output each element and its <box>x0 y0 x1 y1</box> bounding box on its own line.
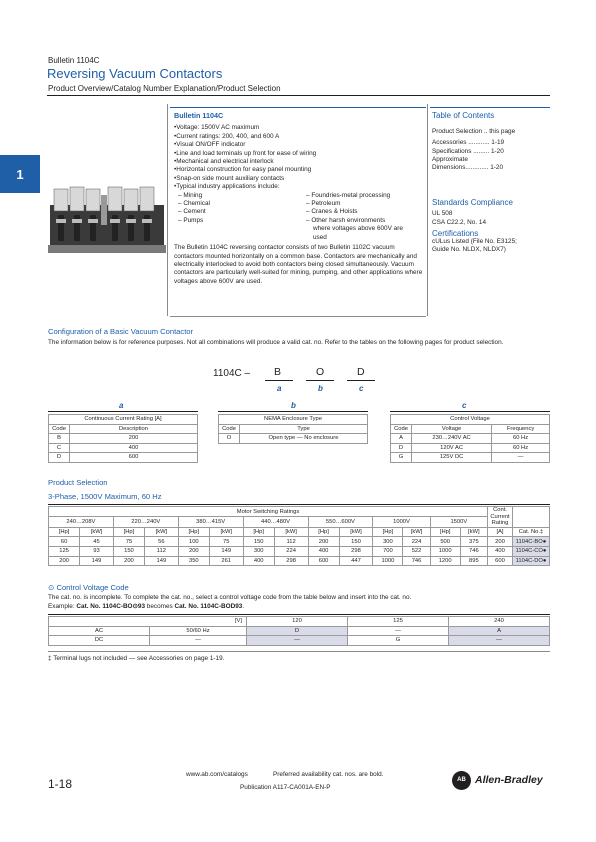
cell: A <box>391 434 412 444</box>
toc-item[interactable]: Dimensions............. 1-20 <box>432 164 504 172</box>
voltage-group-header: 550…600V <box>308 517 373 527</box>
application-item: – Cement <box>178 208 206 216</box>
catalog-prefix: 1104C – <box>213 368 251 379</box>
column-header: Code <box>49 424 70 434</box>
toc-item[interactable]: Specifications ......... 1-20 <box>432 147 504 155</box>
cvc-text: The cat. no. is incomplete. To complete the cat. no., select a control voltage code from the table below and insert into the cat. no. <box>48 594 412 601</box>
example-prefix: Example: <box>48 603 77 610</box>
cell: O <box>219 434 240 444</box>
table-row <box>391 453 550 463</box>
unit-header: [A] <box>488 527 513 537</box>
cell: 400 <box>70 443 198 453</box>
voltage-group-header: 1000V <box>373 517 430 527</box>
example-end: . <box>242 603 245 610</box>
cell: 50/60 Hz <box>150 626 247 636</box>
table-row <box>49 546 550 556</box>
cell: 400 <box>243 556 274 566</box>
config-heading: Configuration of a Basic Vacuum Contactor <box>48 327 194 336</box>
catalog-number: 1104C-DO● <box>513 556 550 566</box>
cell: 746 <box>403 556 430 566</box>
toc-item[interactable]: Product Selection .. this page <box>432 128 516 136</box>
table-row <box>49 556 550 566</box>
unit-header: [Hp] <box>49 527 80 537</box>
cell: B <box>49 434 70 444</box>
cell: 125V DC <box>412 453 492 463</box>
application-item: where voltages above 600V are <box>313 225 403 233</box>
product-table-rule <box>48 504 550 505</box>
bullet-item: • Voltage: 1500V AC maximum <box>174 124 424 132</box>
cell: 150 <box>243 537 274 547</box>
standard-item: UL 508 <box>432 210 453 218</box>
overview-bullets <box>174 124 424 191</box>
cell: 375 <box>460 537 487 547</box>
toc-top-rule <box>430 107 550 108</box>
catalog-number: 1104C-BO● <box>513 537 550 547</box>
bullet-item: • Mechanical and electrical interlock <box>174 158 424 166</box>
unit-header: [Hp] <box>113 527 144 537</box>
cell: 600 <box>488 556 513 566</box>
cell: 1000 <box>430 546 460 556</box>
cell: A <box>449 626 550 636</box>
overview-bottom-rule <box>170 316 426 317</box>
cell: 350 <box>178 556 209 566</box>
cell: 200 <box>308 537 339 547</box>
cvc-heading: ⊙ Control Voltage Code <box>48 583 129 592</box>
cell: 700 <box>373 546 403 556</box>
table-title: Control Voltage <box>391 415 550 425</box>
catalog-letter-a: a <box>277 384 282 393</box>
cell: 522 <box>403 546 430 556</box>
cell: D <box>49 453 70 463</box>
overview-top-rule <box>170 107 426 108</box>
toc-item[interactable]: Approximate <box>432 155 468 163</box>
cell: 600 <box>308 556 339 566</box>
unit-header: [kW] <box>274 527 308 537</box>
config-intro: The information below is for reference purposes. Not all combinations will produce a valid cat. no. Refer to the tables on the following pages for product selection. <box>48 339 504 346</box>
header-rule <box>47 95 550 96</box>
column-header: 120 <box>247 617 348 627</box>
group-title: Motor Switching Ratings <box>49 507 488 517</box>
cell: 60 Hz <box>492 443 550 453</box>
cell: 1200 <box>430 556 460 566</box>
application-item: – Petroleum <box>306 200 341 208</box>
catalog-part-b: O <box>316 366 325 378</box>
column-header: Code <box>219 424 240 434</box>
cell: 895 <box>460 556 487 566</box>
cert-item: cULus Listed (File No. E3125; <box>432 238 517 246</box>
example-before: Cat. No. 1104C-BO⊙93 <box>76 603 145 610</box>
applications-list <box>174 192 424 242</box>
bullet-item: • Typical industry applications include: <box>174 183 424 191</box>
cell: 200 <box>113 556 144 566</box>
table-b-letter: b <box>291 401 296 410</box>
unit-header: [Hp] <box>243 527 274 537</box>
cell: 93 <box>80 546 114 556</box>
column-header: Code <box>391 424 412 434</box>
column-header: 125 <box>348 617 449 627</box>
table-c-rule <box>390 411 550 412</box>
voltage-group-header: 1500V <box>430 517 487 527</box>
cell: D <box>247 626 348 636</box>
cell: 1000 <box>373 556 403 566</box>
unit-header: [Hp] <box>178 527 209 537</box>
cell: 200 <box>178 546 209 556</box>
cell: 746 <box>460 546 487 556</box>
voltage-group-header: 440…480V <box>243 517 308 527</box>
control-voltage-table <box>390 414 550 463</box>
cell: 400 <box>308 546 339 556</box>
unit-header: [Hp] <box>430 527 460 537</box>
catalog-letter-b: b <box>318 384 323 393</box>
certifications-heading: Certifications <box>432 228 479 238</box>
cell: — <box>150 636 247 646</box>
unit-header: [kW] <box>460 527 487 537</box>
cell: C <box>49 443 70 453</box>
toc-heading: Table of Contents <box>432 111 495 120</box>
cell: — <box>492 453 550 463</box>
cell: — <box>348 626 449 636</box>
cvc-table <box>48 616 550 646</box>
ab-logo-icon: AB <box>452 771 471 790</box>
cell: D <box>391 443 412 453</box>
unit-header: [Hp] <box>373 527 403 537</box>
table-a-letter: a <box>119 401 124 410</box>
catalog-number: 1104C-CO● <box>513 546 550 556</box>
cell: Open type — No enclosure <box>240 434 368 444</box>
bullet-item: • Line and load terminals up front for ease of wiring <box>174 150 424 158</box>
overview-section <box>174 112 424 286</box>
column-header: Type <box>240 424 368 434</box>
brand-name: Allen-Bradley <box>475 774 543 786</box>
footnote: ‡ Terminal lugs not included — see Accessories on page 1-19. <box>48 655 225 662</box>
column-header: Description <box>70 424 198 434</box>
example-mid: becomes <box>145 603 175 610</box>
cell: 261 <box>209 556 243 566</box>
cell: 400 <box>488 546 513 556</box>
cell: DC <box>49 636 150 646</box>
voltage-group-header: 220…240V <box>113 517 178 527</box>
catalog-underline-c <box>347 380 375 381</box>
unit-header: [kW] <box>339 527 373 537</box>
table-row <box>49 434 198 444</box>
cell: 100 <box>178 537 209 547</box>
table-row <box>49 453 198 463</box>
column-header: Voltage <box>412 424 492 434</box>
enclosure-type-table <box>218 414 368 444</box>
unit-header: [kW] <box>403 527 430 537</box>
cell: 125 <box>49 546 80 556</box>
page-subtitle: Product Overview/Catalog Number Explanation/Product Selection <box>48 84 281 93</box>
current-rating-table <box>48 414 198 463</box>
catalog-letter-c: c <box>359 384 364 393</box>
table-row <box>391 443 550 453</box>
cell: 230…240V AC <box>412 434 492 444</box>
cell: 224 <box>403 537 430 547</box>
cell: 45 <box>80 537 114 547</box>
bullet-item: • Visual ON/OFF indicator <box>174 141 424 149</box>
bullet-item: • Horizontal construction for easy panel mounting <box>174 166 424 174</box>
cell: 150 <box>113 546 144 556</box>
cell: G <box>391 453 412 463</box>
footer-availability: Preferred availability cat. nos. are bold. <box>273 771 384 778</box>
table-row <box>391 434 550 444</box>
footnote-rule <box>48 651 550 652</box>
overview-heading: Bulletin 1104C <box>174 111 224 120</box>
cell: 56 <box>145 537 179 547</box>
overview-paragraph: The Bulletin 1104C reversing contactor consists of two Bulletin 1102C vacuum contactors mounted horizontally on a common base. Contactors are mechanically and electrically interlocked to avoid both contactors being closed simultaneously. Vacuum contactors are particularly well-suited for mining, pumping, and other applications where voltages above 600V are used. <box>174 244 423 285</box>
cvc-table-rule <box>48 614 550 615</box>
cell: 120V AC <box>412 443 492 453</box>
table-b-rule <box>218 411 368 412</box>
cell: 60 <box>49 537 80 547</box>
cell: 60 Hz <box>492 434 550 444</box>
application-item: – Foundries-metal processing <box>306 191 391 199</box>
column-header: Frequency <box>492 424 550 434</box>
table-row <box>49 537 550 547</box>
footer-url[interactable]: www.ab.com/catalogs <box>186 771 248 778</box>
page-number: 1-18 <box>48 777 73 791</box>
column-header: 240 <box>449 617 550 627</box>
cell: 200 <box>488 537 513 547</box>
column-divider-left <box>167 104 168 316</box>
standard-item: CSA C22.2, No. 14 <box>432 218 486 226</box>
contactor-photo <box>48 175 166 257</box>
application-item: – Other harsh environments <box>306 216 386 224</box>
bulletin-label: Bulletin 1104C <box>48 56 100 65</box>
application-item: used <box>313 233 327 241</box>
table-title: NEMA Enclosure Type <box>219 415 368 425</box>
example-after: Cat. No. 1104C-BOD93 <box>174 603 243 610</box>
cell: — <box>449 636 550 646</box>
cell: 149 <box>145 556 179 566</box>
publication-number: Publication A117-CA001A-EN-P <box>240 784 331 791</box>
standards-heading: Standards Compliance <box>432 198 513 208</box>
catalog-part-c: D <box>357 366 365 378</box>
cell: 224 <box>274 546 308 556</box>
voltage-group-header: 240…208V <box>49 517 114 527</box>
bullet-item: • Snap-on side mount auxiliary contacts <box>174 175 424 183</box>
cell: 75 <box>113 537 144 547</box>
product-selection-subheading: 3-Phase, 1500V Maximum, 60 Hz <box>48 492 162 501</box>
toc-item[interactable]: Accessories ............ 1-19 <box>432 139 505 147</box>
cell: 298 <box>274 556 308 566</box>
cell: 149 <box>80 556 114 566</box>
table-row <box>219 434 368 444</box>
application-item: – Cranes & Hoists <box>306 208 358 216</box>
application-item: – Mining <box>178 191 203 199</box>
allen-bradley-logo <box>452 770 550 790</box>
table-row <box>49 636 550 646</box>
page-title: Reversing Vacuum Contactors <box>47 66 223 81</box>
application-item: – Chemical <box>178 200 210 208</box>
unit-header: [kW] <box>80 527 114 537</box>
cell: — <box>247 636 348 646</box>
table-c-letter: c <box>462 401 467 410</box>
toc-section <box>432 112 550 254</box>
product-selection-table <box>48 506 550 566</box>
cell: 75 <box>209 537 243 547</box>
table-title: Continuous Current Rating [A] <box>49 415 198 425</box>
unit-header: [kW] <box>209 527 243 537</box>
cvc-example <box>48 603 550 611</box>
catalog-underline-a <box>265 380 293 381</box>
cell: 150 <box>339 537 373 547</box>
unit-header: [Hp] <box>308 527 339 537</box>
cont-current-header: Cont. Current Rating <box>488 507 513 528</box>
cell: 300 <box>243 546 274 556</box>
cell: 149 <box>209 546 243 556</box>
cell: 300 <box>373 537 403 547</box>
table-row <box>49 626 550 636</box>
application-item: – Pumps <box>178 216 204 224</box>
cell: 200 <box>49 556 80 566</box>
cell: AC <box>49 626 150 636</box>
product-selection-heading: Product Selection <box>48 478 108 487</box>
cell: 447 <box>339 556 373 566</box>
cell: 500 <box>430 537 460 547</box>
cell: 112 <box>274 537 308 547</box>
cell: 112 <box>145 546 179 556</box>
table-a-rule <box>48 411 198 412</box>
catalog-part-a: B <box>274 366 282 378</box>
cert-item: Guide No. NLDX, NLDX7) <box>432 246 506 254</box>
column-header: [V] <box>49 617 247 627</box>
cell: 200 <box>70 434 198 444</box>
unit-header: Cat. No.‡ <box>513 527 550 537</box>
voltage-group-header: 380…415V <box>178 517 243 527</box>
cell: 298 <box>339 546 373 556</box>
section-tab: 1 <box>0 155 40 193</box>
unit-header: [kW] <box>145 527 179 537</box>
table-row <box>49 443 198 453</box>
column-divider-right <box>427 104 428 316</box>
bullet-item: • Current ratings: 200, 400, and 600 A <box>174 133 424 141</box>
catalog-underline-b <box>306 380 334 381</box>
cell: 600 <box>70 453 198 463</box>
cell: G <box>348 636 449 646</box>
